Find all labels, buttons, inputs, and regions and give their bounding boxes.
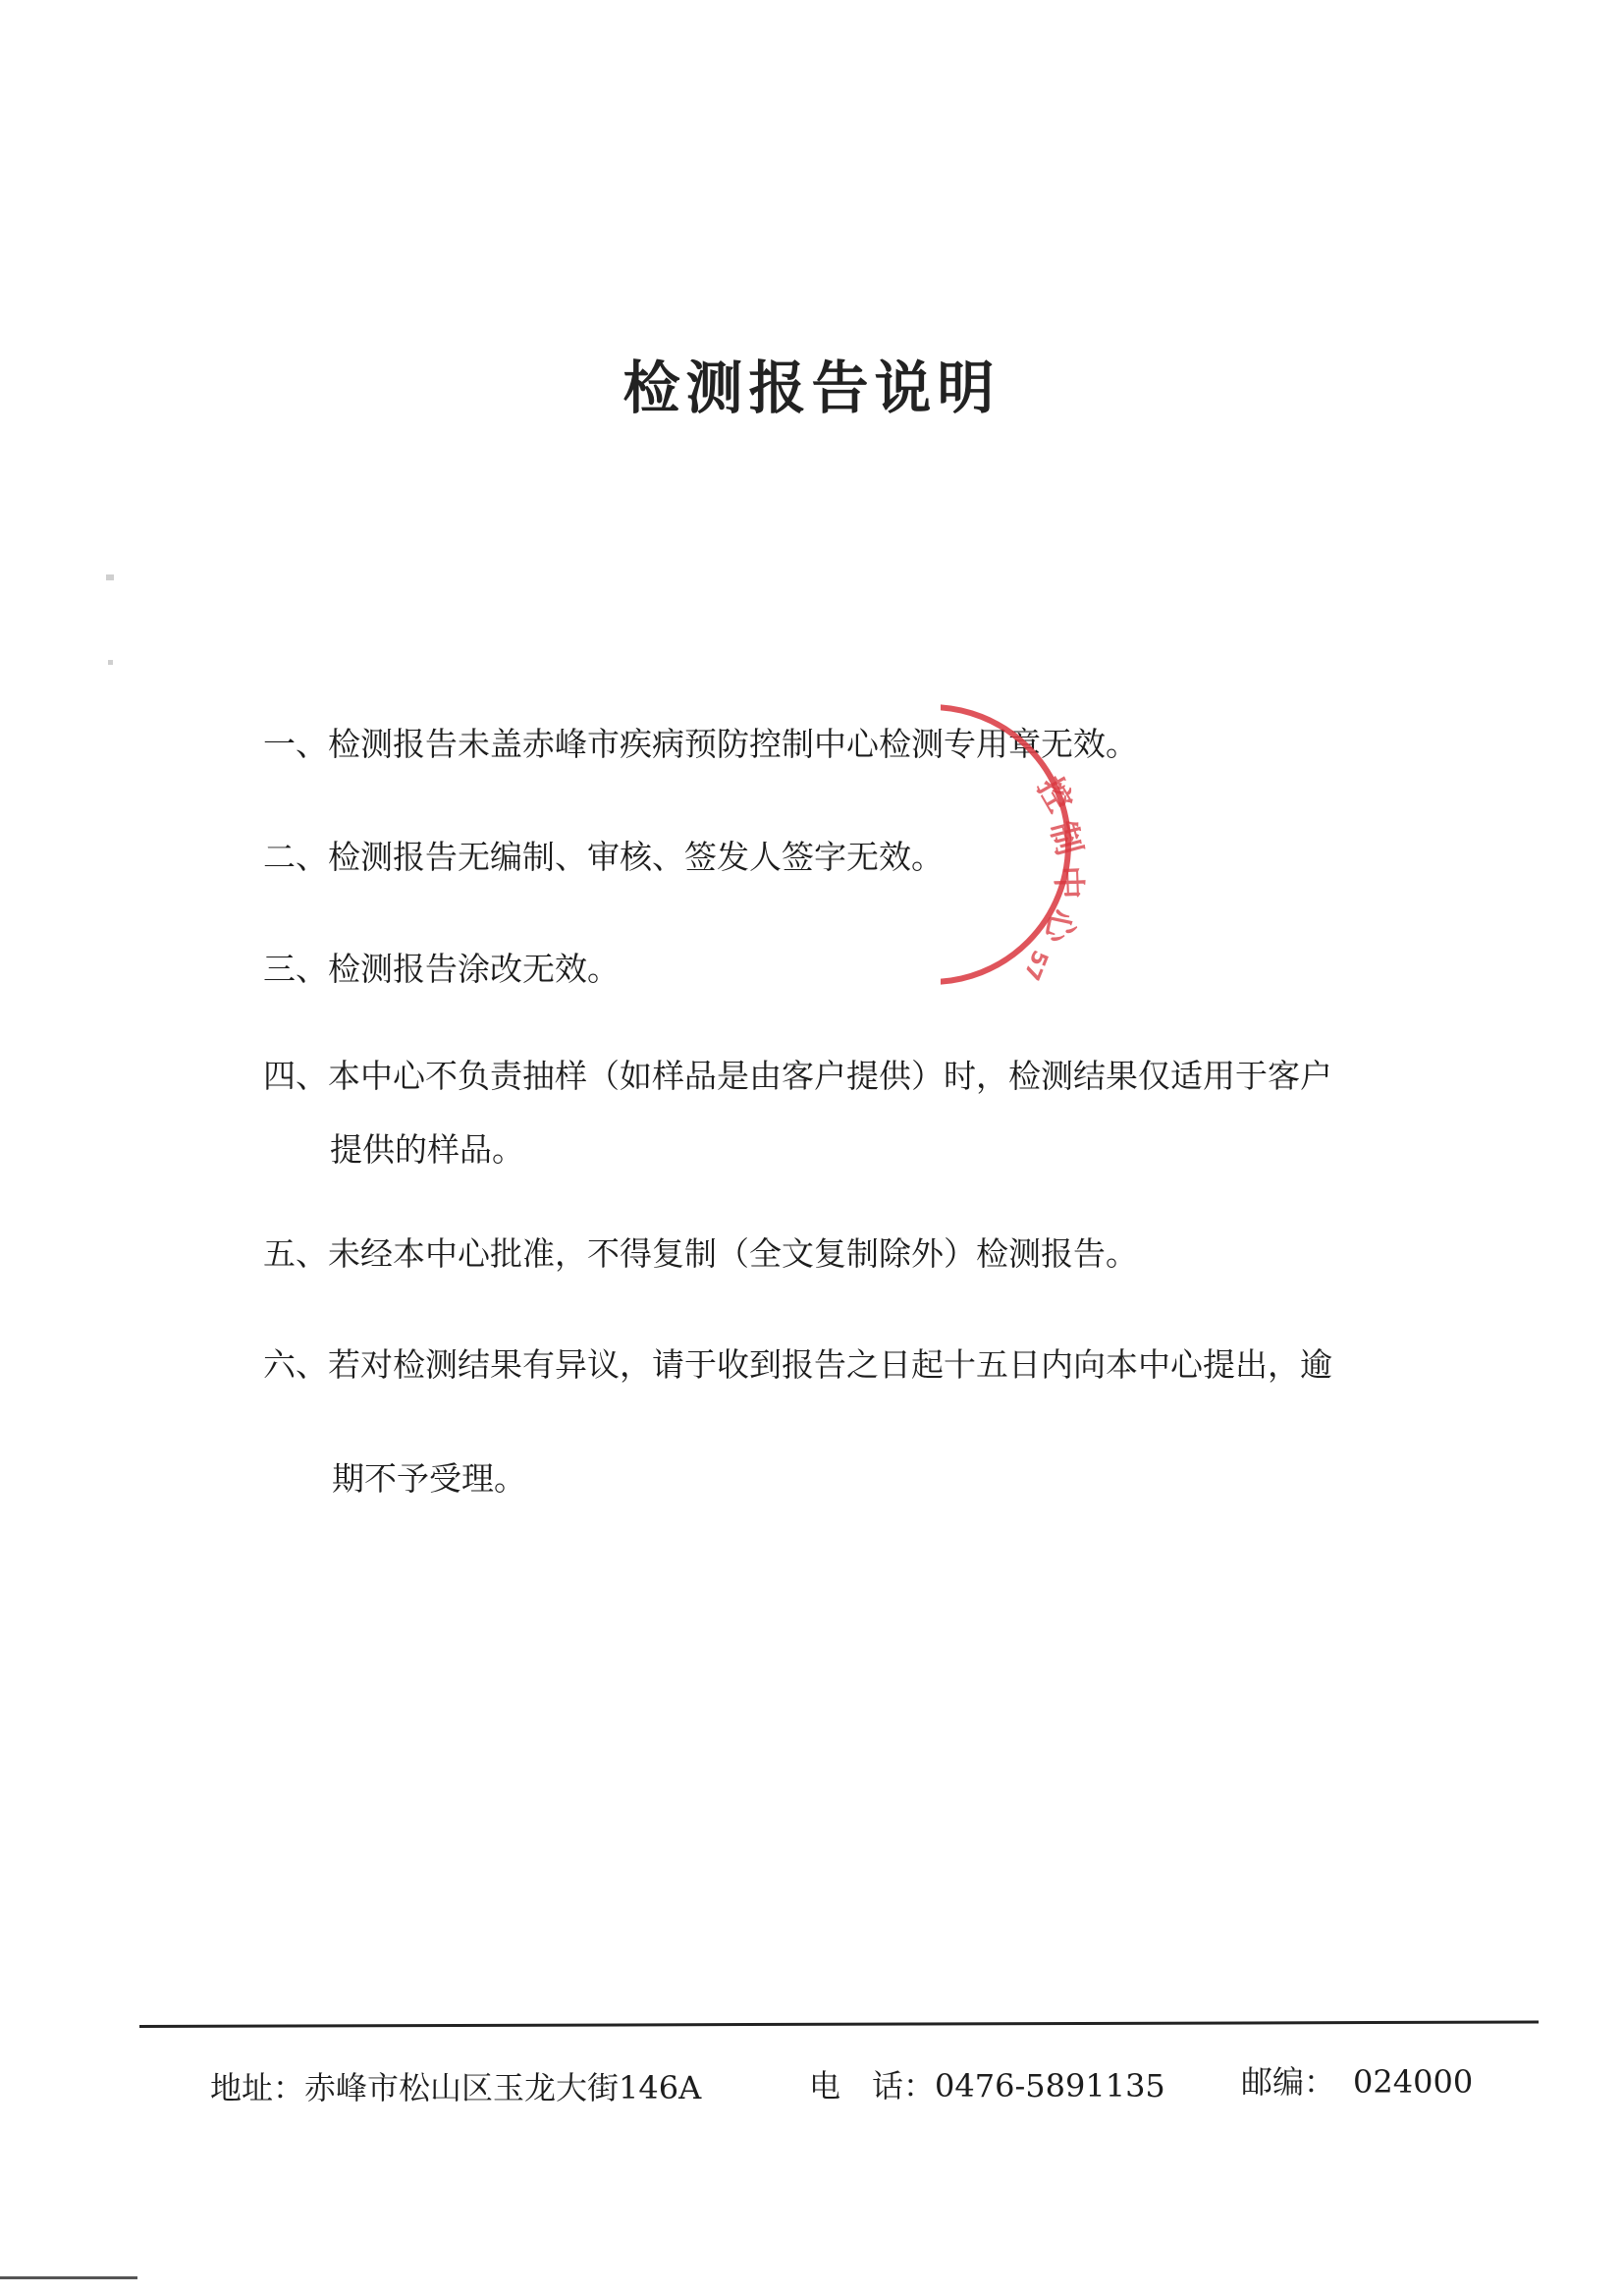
official-seal xyxy=(941,687,1147,1002)
phone-label: 电 话： xyxy=(809,2067,936,2105)
svg-text:控: 控 xyxy=(1029,770,1080,819)
address-label: 地址： xyxy=(210,2069,305,2106)
clause-number: 四、 xyxy=(263,1057,328,1095)
svg-text:中: 中 xyxy=(1048,864,1089,901)
postcode-label: 邮编： xyxy=(1241,2063,1336,2101)
phone-value: 0476-5891135 xyxy=(935,2067,1165,2105)
clause-6-continuation xyxy=(332,1459,526,1499)
page-title: 检测报告说明 xyxy=(622,355,1001,421)
footer-address xyxy=(210,2068,701,2107)
clause-4 xyxy=(263,1057,1332,1096)
clause-5 xyxy=(263,1234,1138,1274)
clause-text: 检测报告涂改无效。 xyxy=(328,950,620,988)
scan-artifact xyxy=(106,574,114,580)
clause-text: 检测报告无编制、审核、签发人签字无效。 xyxy=(328,838,944,876)
clause-text: 若对检测结果有异议，请于收到报告之日起十五日内向本中心提出，逾 xyxy=(328,1345,1332,1384)
clause-text: 本中心不负责抽样（如样品是由客户提供）时，检测结果仅适用于客户 xyxy=(328,1057,1332,1095)
clause-number: 一、 xyxy=(263,725,328,763)
clause-number: 三、 xyxy=(263,950,328,988)
clause-text: 检测报告未盖赤峰市疾病预防控制中心检测专用章无效。 xyxy=(328,725,1138,763)
footer-divider xyxy=(139,2021,1539,2028)
clause-3 xyxy=(263,950,620,989)
scan-artifact xyxy=(108,660,113,665)
clause-4-continuation xyxy=(330,1130,524,1170)
svg-text:制: 制 xyxy=(1042,816,1089,860)
scan-artifact xyxy=(0,2276,137,2279)
footer-postcode xyxy=(1241,2062,1473,2102)
clause-2 xyxy=(263,838,944,877)
clause-number: 二、 xyxy=(263,838,328,876)
postcode-value: 024000 xyxy=(1353,2063,1474,2101)
clause-text: 期不予受理。 xyxy=(332,1459,526,1498)
clause-number: 六、 xyxy=(263,1345,328,1384)
clause-text: 提供的样品。 xyxy=(330,1130,524,1169)
address-value: 赤峰市松山区玉龙大街146A xyxy=(304,2069,702,2106)
footer-phone xyxy=(809,2066,1165,2105)
clause-text: 未经本中心批准，不得复制（全文复制除外）检测报告。 xyxy=(328,1234,1138,1273)
svg-text:心: 心 xyxy=(1037,905,1083,947)
svg-text:57: 57 xyxy=(1017,946,1053,984)
seal-graphic xyxy=(941,687,1147,1002)
clause-number: 五、 xyxy=(263,1234,328,1273)
clause-6 xyxy=(263,1345,1332,1385)
